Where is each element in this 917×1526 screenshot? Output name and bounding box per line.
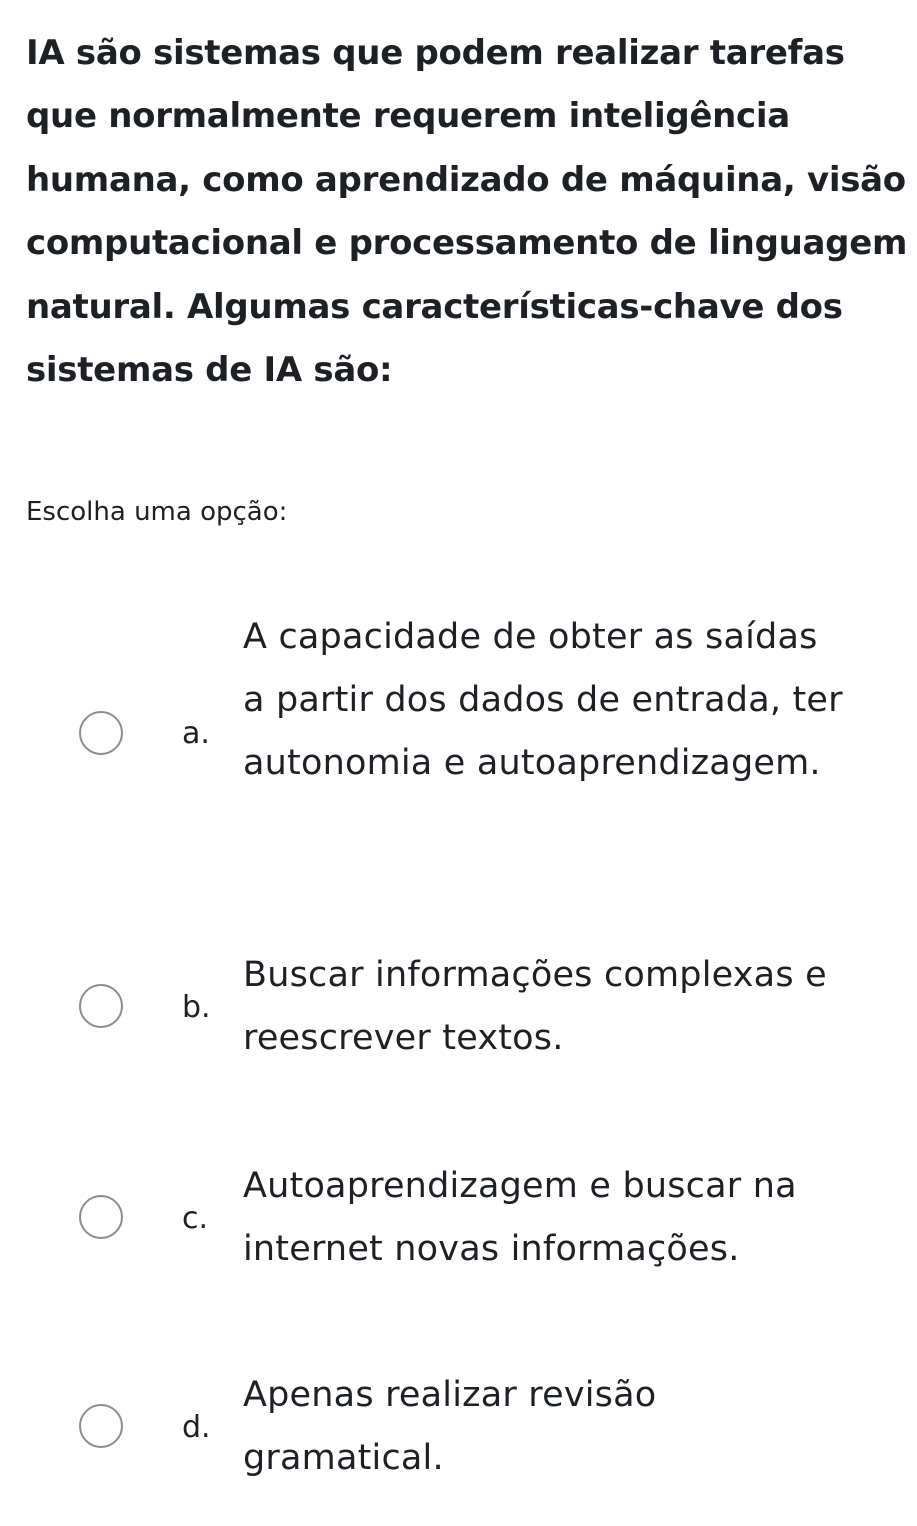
radio-button-a[interactable] (79, 711, 123, 755)
option-c[interactable] (0, 1155, 917, 1285)
choose-option-prompt: Escolha uma opção: (26, 497, 288, 527)
option-text[interactable]: A capacidade de obter as saídas a partir dos dados de entrada, ter autonomia e autoaprendizagem. (243, 617, 843, 783)
option-letter: b. (182, 990, 211, 1025)
option-letter: a. (182, 716, 210, 751)
option-a[interactable] (0, 606, 917, 866)
option-text[interactable]: Autoaprendizagem e buscar na internet novas informações. (243, 1166, 797, 1269)
radio-button-b[interactable] (79, 984, 123, 1028)
option-b[interactable] (0, 944, 917, 1074)
question-text: IA são sistemas que podem realizar tarefas que normalmente requerem inteligência humana, como aprendizado de máquina, visão computacional e processamento de linguagem natural. Algumas características-chave dos sistemas de IA são: (26, 33, 908, 391)
option-d[interactable] (0, 1364, 917, 1494)
radio-button-c[interactable] (79, 1195, 123, 1239)
option-text[interactable]: Apenas realizar revisão gramatical. (243, 1375, 657, 1478)
radio-button-d[interactable] (79, 1404, 123, 1448)
option-letter: d. (182, 1410, 211, 1445)
option-text[interactable]: Buscar informações complexas e reescrever textos. (243, 955, 827, 1058)
option-letter: c. (182, 1201, 209, 1236)
